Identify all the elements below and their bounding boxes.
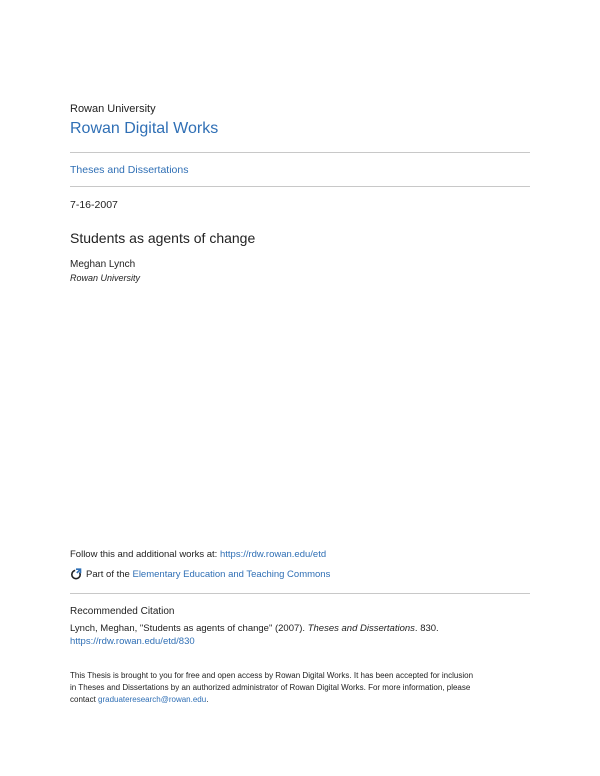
part-of-line xyxy=(70,568,330,580)
citation-text xyxy=(70,623,439,634)
citation-prefix: Lynch, Meghan, "Students as agents of change" (2007). xyxy=(70,623,308,634)
notice-line-3 xyxy=(70,695,208,704)
creative-commons-icon xyxy=(70,568,82,580)
notice-period: . xyxy=(206,695,209,704)
divider xyxy=(70,186,530,187)
notice-contact-text: contact xyxy=(70,695,99,704)
citation-url-link[interactable]: https://rdw.rowan.edu/etd/830 xyxy=(70,636,195,647)
part-of-text: Part of the xyxy=(86,568,130,580)
notice-line-1: This Thesis is brought to you for free and open access by Rowan Digital Works. It has been accepted for inclusion xyxy=(70,671,474,680)
citation-series: Theses and Dissertations xyxy=(307,623,415,634)
document-title: Students as agents of change xyxy=(70,230,256,246)
contact-email-link[interactable]: graduateresearch@rowan.edu xyxy=(98,695,207,704)
follow-line xyxy=(70,549,326,560)
notice-line-2: in Theses and Dissertations by an authorized administrator of Rowan Digital Works. For more information, please xyxy=(70,683,471,692)
publication-date: 7-16-2007 xyxy=(70,199,118,211)
commons-link[interactable]: Elementary Education and Teaching Commons xyxy=(132,568,331,580)
recommended-citation-heading: Recommended Citation xyxy=(70,606,175,617)
divider xyxy=(70,152,530,153)
citation-suffix: . 830. xyxy=(414,623,439,634)
author-affiliation: Rowan University xyxy=(70,273,141,283)
collection-link[interactable]: Theses and Dissertations xyxy=(70,164,189,176)
follow-text: Follow this and additional works at: xyxy=(70,549,220,560)
follow-link[interactable]: https://rdw.rowan.edu/etd xyxy=(219,549,327,560)
repository-link[interactable]: Rowan Digital Works xyxy=(70,120,219,137)
institution-name: Rowan University xyxy=(70,103,156,115)
divider xyxy=(70,593,530,594)
author-name: Meghan Lynch xyxy=(70,259,136,270)
